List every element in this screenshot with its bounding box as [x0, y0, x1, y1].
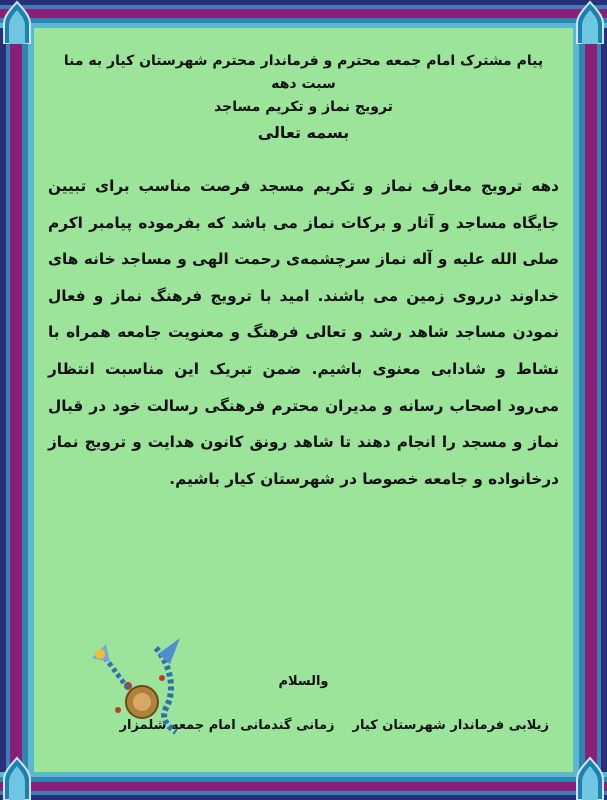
corner-ornament-icon: [2, 756, 32, 800]
message-body: دهه ترویج معارف نماز و تکریم مسجد فرصت مناسب برای تبیین جایگاه مساجد و آثار و برکات نماز می باشد که بفرموده پیامبر اکرم صلی الله علیه و آله نماز سرچشمه‌ی رحمت الهی و مساجد خانه های خداوند درروی زمین می باشند. امید با ترویج فرهنگ نماز و فعال نمودن مساجد شاهد رشد و تعالی فرهنگ و معنویت جامعه همراه با نشاط و شادابی معنوی باشیم. ضمن تبریک این مناسبت انتظار می‌رود اصحاب رسانه و مدیران محترم فرهنگی رسالت خود در قبال نماز و مسجد را انجام دهند تا شاهد رونق کانون هدایت و ترویج نماز درخانواده و جامعه خصوصا در شهرستان کیار باشیم.: [48, 177, 559, 488]
governor-signature: زیلابی فرماندار شهرستان کیار: [352, 718, 549, 733]
corner-ornament-icon: [575, 756, 605, 800]
title-line-1: پیام مشترک امام جمعه محترم و فرماندار محترم شهرستان کیار به منا سبت دهه: [63, 53, 544, 92]
corner-ornament-icon: [2, 0, 32, 44]
bottom-decorative-border: [0, 772, 607, 800]
corner-ornament-icon: [575, 0, 605, 44]
prayer-beads-icon: [70, 628, 190, 738]
message-panel: [34, 28, 573, 772]
top-decorative-border: [0, 0, 607, 28]
closing-salutation: والسلام: [278, 674, 329, 689]
page-title: [48, 50, 559, 119]
imam-signature: زمانی گندمانی امام جمعه شلمزار: [119, 718, 335, 733]
right-decorative-border: [573, 0, 607, 800]
invocation: بسمه تعالی: [257, 123, 350, 142]
left-decorative-border: [0, 0, 34, 800]
title-line-2: ترویج نماز و تکریم مساجد: [214, 99, 393, 115]
